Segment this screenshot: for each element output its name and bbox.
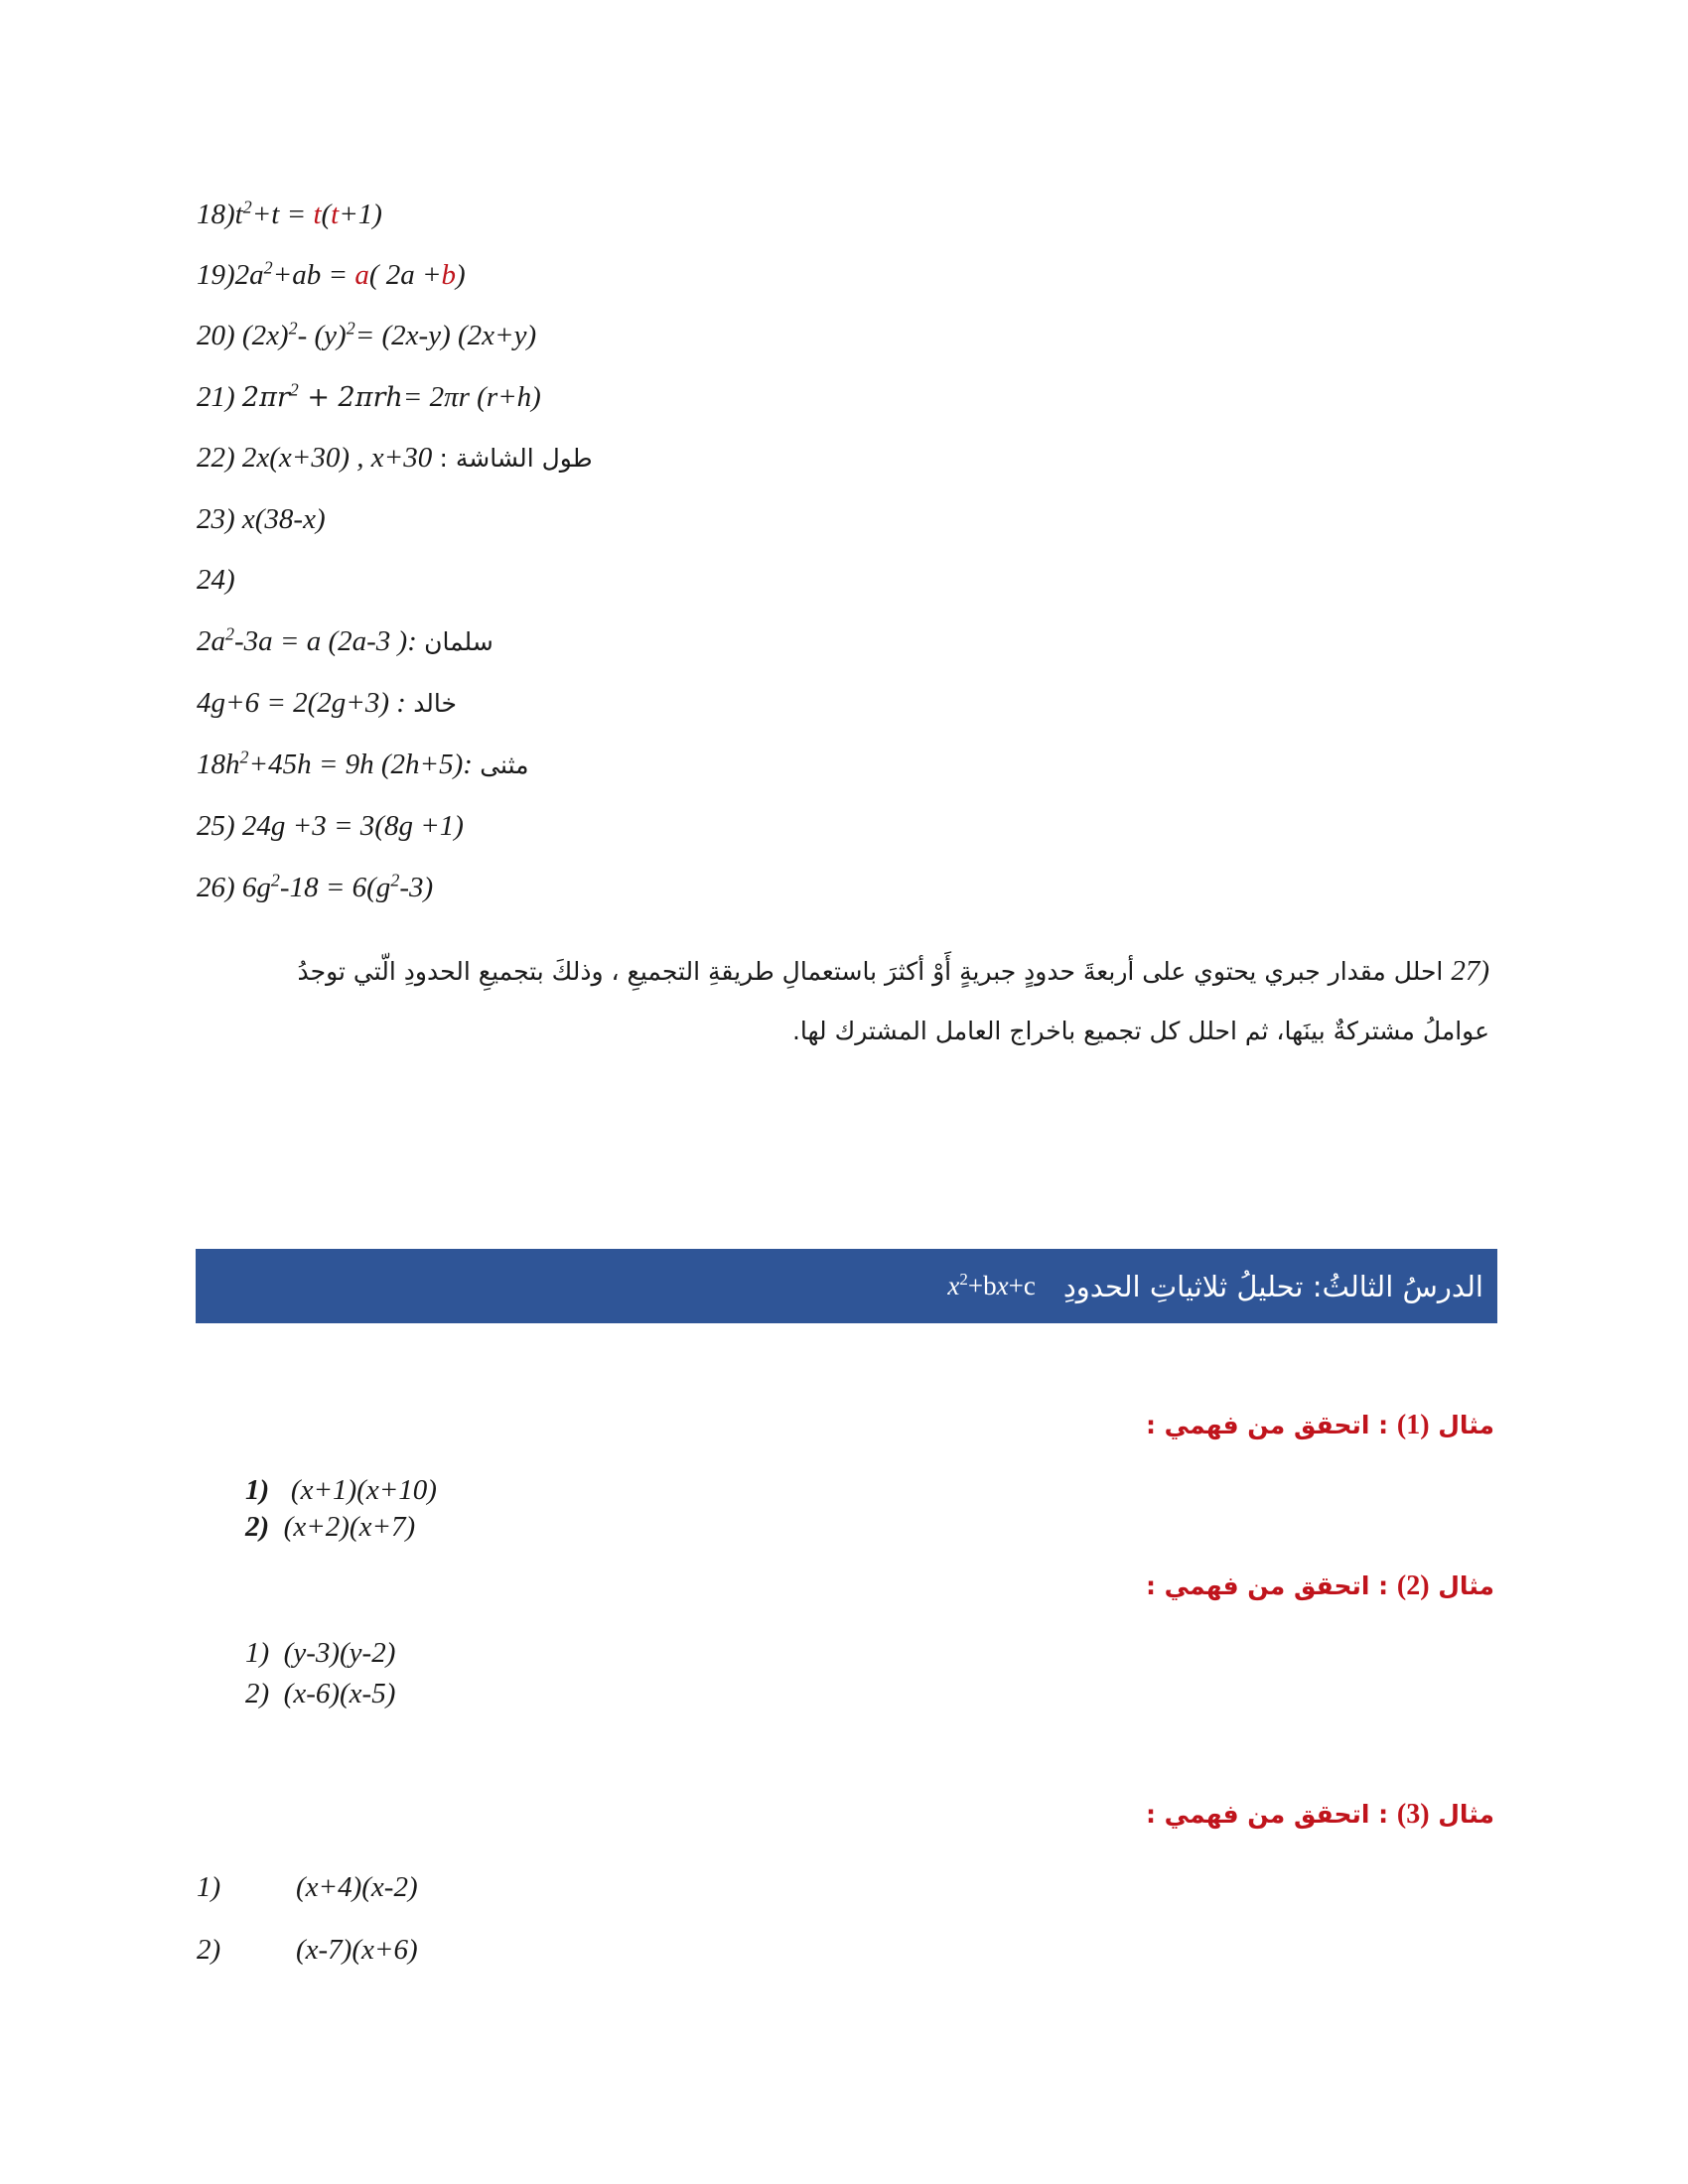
item-value: (x+1)(x+10) [290, 1474, 437, 1506]
example-caption: : اتحقق من فهمي : [1145, 1411, 1397, 1439]
answer-term: 2a [234, 259, 264, 291]
answer-salman: $2a^2-3a = a$ (2a-3 ): سلمان [197, 623, 493, 657]
answer-22 [197, 440, 593, 477]
example-3-heading [1146, 1799, 1494, 1831]
answer-term: 20) (2x) [197, 320, 289, 351]
lesson-title: الدرسُ الثالثُ: تحليلُ ثلاثياتِ الحدودِ [1062, 1269, 1483, 1303]
answer-number: 21) [197, 381, 242, 413]
example-number: (2) [1396, 1570, 1430, 1601]
answer-19: $19)2a^2+ab = a$( 2a +b) [197, 257, 466, 291]
example-label: مثال [1429, 1571, 1494, 1600]
common-factor: a [354, 259, 369, 291]
answer-term: 2a [197, 625, 225, 657]
item-value: (y-3)(y-2) [283, 1637, 396, 1669]
answer-18: $18)t^2+t = t(t+1)$ [197, 197, 382, 230]
example-caption: : اتحقق من فهمي : [1145, 1571, 1397, 1600]
example-2-heading [1146, 1570, 1494, 1602]
answer-expression: 22) 2x(x+30) , x+30 [197, 442, 440, 474]
formula-x: x [947, 1271, 960, 1300]
answer-expression: +ab = [272, 259, 355, 291]
question-27 [209, 941, 1489, 1061]
answer-expression: +45h = 9h (2h+5): [248, 749, 473, 780]
answer-23 [197, 501, 326, 537]
example-3-item-1-number: 1) [197, 1871, 221, 1903]
formula-end: +c [1008, 1271, 1036, 1300]
answer-muthanna: $18h^2+45h = 9h$ (2h+5): مثنى [197, 747, 529, 780]
example-caption: : اتحقق من فهمي : [1145, 1800, 1397, 1829]
screen-length-label: طول الشاشة : [439, 444, 593, 473]
item-number: 2) [245, 1511, 270, 1543]
example-label: مثال [1429, 1800, 1494, 1829]
answer-expression: 25) 24g +3 = 3(8g +1) [197, 810, 464, 842]
example-number: (1) [1396, 1410, 1430, 1440]
example-2-item-2 [245, 1678, 395, 1710]
student-name: خالد [413, 689, 457, 718]
answer-expression: 23) x(38-x) [197, 503, 326, 535]
answer-expression-mid: ( 2a + [368, 259, 442, 291]
example-label: مثال [1429, 1411, 1494, 1439]
example-2-item-1 [245, 1637, 395, 1670]
example-1-item-1 [245, 1474, 437, 1507]
answer-26: 26) $6g^2-18 = 6(g^2-3)$ [197, 870, 434, 903]
answer-term: 2πr [241, 382, 290, 413]
formula-x: x [996, 1271, 1009, 1300]
answer-number: 19) [197, 259, 235, 291]
example-1-heading [1146, 1410, 1494, 1441]
variable-t: t [234, 199, 243, 230]
answer-24 [197, 562, 235, 598]
answer-term: - (y) [297, 320, 347, 351]
example-3-item-1: (x+4)(x-2) [296, 1871, 418, 1903]
item-number: 1) [245, 1474, 270, 1506]
question-number: 27) [1451, 955, 1489, 987]
answer-term: -18 = 6(g [279, 872, 391, 903]
item-number: 2) [245, 1678, 270, 1709]
answer-expression: +t = [251, 199, 314, 230]
highlight-term: b [441, 259, 457, 291]
answer-number: 24) [197, 564, 235, 596]
common-factor-inner: t [331, 199, 340, 230]
lesson-formula: $x^2+bx+c$ [947, 1270, 1036, 1300]
question-text: احلل مقدار جبري يحتوي على أربعةَ حدودٍ جبريةٍ أَوْ أكثرَ باستعمالِ طريقةِ التجميعِ ، وذلكَ بتجميعِ الحدودِ الّتي توجدُ [297, 957, 1444, 986]
formula-mid: +b [967, 1271, 997, 1300]
item-value: (x+2)(x+7) [283, 1511, 416, 1543]
question-27-line-1 [209, 941, 1489, 1002]
example-3-item-2-number: 2) [197, 1934, 221, 1966]
answer-expression: -3a = a (2a-3 ): [234, 625, 417, 657]
item-number: 1) [245, 1637, 270, 1669]
answer-term: 26) 6g [197, 872, 271, 903]
answer-number: 18) [197, 199, 235, 230]
student-name: مثنى [480, 751, 529, 779]
answer-khalid [197, 685, 457, 722]
answer-term: 18h [197, 749, 240, 780]
common-factor: t [313, 199, 322, 230]
answer-25 [197, 808, 464, 844]
answer-20: 20) $(2x)^2-$ $(y)^2= (2x-y)$ (2x+y) [197, 318, 537, 351]
answer-term: + 2πrh [298, 382, 403, 413]
lesson-banner [196, 1249, 1497, 1323]
example-3-item-2: (x-7)(x+6) [296, 1934, 418, 1966]
closing-paren: ) [456, 259, 466, 291]
answer-expression: -3) [399, 872, 434, 903]
answer-expression: = 2πr (r+h) [402, 381, 541, 413]
answer-expression-tail: +1) [339, 199, 382, 230]
item-value: (x-6)(x-5) [283, 1678, 396, 1709]
answer-expression: 4g+6 = 2(2g+3) : [197, 687, 406, 719]
question-27-line-2: عواملُ مشتركةٌ بينَها، ثم احلل كل تجميع باخراج العامل المشترك لها. [791, 1017, 1489, 1045]
answer-expression: = (2x-y) (2x+y) [354, 320, 537, 351]
student-name: سلمان [424, 627, 493, 656]
example-1-item-2 [245, 1511, 415, 1544]
example-number: (3) [1396, 1799, 1430, 1830]
answer-21: 21) $2\pi r^2 + 2\pi rh= 2\pi r$ (r+h) [197, 379, 541, 413]
